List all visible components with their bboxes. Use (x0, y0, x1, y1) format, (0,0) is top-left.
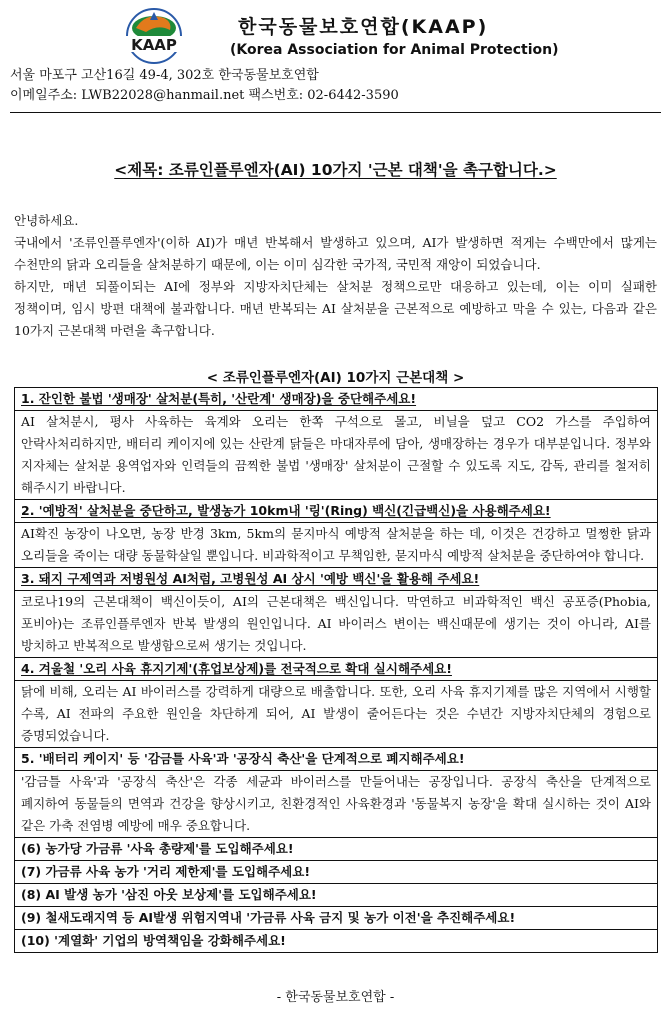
measure-item (15, 884, 657, 907)
measure-item (15, 658, 657, 748)
measure-item (15, 907, 657, 930)
measure-heading: 1. 잔인한 불법 '생매장' 살처분(특히, '산란계' 생매장)을 중단해주세요! (15, 388, 657, 411)
measure-body: '감금틀 사육'과 '공장식 축산'은 각종 세균과 바이러스를 만들어내는 공장입니다. 공장식 축산을 단계적으로 폐지하여 동물들의 면역과 건강을 향상시키고, 친환경적인 사육환경과 '동물복지 농장'을 확대 실시하는 것이 AI와 같은 가축 전염병 예방에 매우 중요합니다. (21, 774, 651, 833)
measure-heading: 3. 돼지 구제역과 저병원성 AI처럼, 고병원성 AI 상시 '예방 백신'을 활용해 주세요! (15, 568, 657, 591)
intro-paragraph: 안녕하세요. (14, 213, 79, 228)
measure-body: 닭에 비해, 오리는 AI 바이러스를 강력하게 대량으로 배출합니다. 또한, 오리 사육 휴지기제를 많은 지역에서 시행할 수록, AI 전파의 주요한 원인을 차단하게 되어, AI 발생이 줄어든다는 것은 수년간 지방자치단체의 경험으로 증명되었습니다. (21, 684, 651, 743)
measures-title: < 조류인플루엔자(AI) 10가지 근본대책 > (206, 370, 465, 386)
measure-item (15, 500, 657, 568)
address-block (10, 66, 399, 106)
org-name-en: (Korea Association for Animal Protection) (230, 42, 559, 58)
measure-heading: (9) 철새도래지역 등 AI발생 위험지역내 '가금류 사육 금지 및 농가 이전'을 추진해주세요! (21, 910, 516, 925)
measure-item (15, 930, 657, 952)
measure-item (15, 568, 657, 658)
measure-heading: (10) '계열화' 기업의 방역책임을 강화해주세요! (21, 933, 286, 948)
address-line: 서울 마포구 고산16길 49-4, 302호 한국동물보호연합 (10, 68, 319, 83)
measure-item (15, 861, 657, 884)
logo-text: KAAP (131, 36, 177, 54)
document-title: <제목: 조류인플루엔자(AI) 10가지 '근본 대책'을 촉구합니다.> (114, 161, 557, 179)
footer-signature: - 한국동물보호연합 - (276, 990, 395, 1005)
measure-heading: 2. '예방적' 살처분을 중단하고, 발생농가 10km내 '링'(Ring) 백신(긴급백신)을 사용해주세요! (15, 500, 657, 523)
intro-paragraph: 하지만, 매년 되풀이되는 AI에 정부와 지방자치단체는 살처분 정책으로만 대응하고 있는데, 이는 이미 실패한 정책이며, 임시 방편 대책에 불과합니다. 매년 반복되는 AI 살처분을 근본적으로 예방하고 막을 수 있는, 다음과 같은 10가지 근본대책 마련을 촉구합니다. (14, 279, 657, 338)
measures-table (14, 387, 658, 953)
header-divider (10, 112, 661, 113)
measure-item (15, 838, 657, 861)
contact-line: 이메일주소: LWB22028@hanmail.net 팩스번호: 02-6442-3590 (10, 88, 399, 103)
letterhead (0, 0, 671, 103)
measure-item (15, 748, 657, 838)
intro-paragraph: 국내에서 '조류인플루엔자'(이하 AI)가 매년 반복해서 발생하고 있으며, AI가 발생하면 적게는 수백만에서 많게는 수천만의 닭과 오리들을 살처분하기 때문에, 이는 이미 심각한 국가적, 국민적 재앙이 되었습니다. (14, 235, 657, 272)
intro-text (14, 210, 657, 342)
measure-heading: (7) 가금류 사육 농가 '거리 제한제'를 도입해주세요! (21, 864, 311, 879)
measure-item (15, 388, 657, 500)
measure-heading: 5. '배터리 케이지' 등 '감금틀 사육'과 '공장식 축산'을 단계적으로 폐지해주세요! (15, 748, 657, 771)
kaap-logo (106, 6, 202, 66)
measure-body: 코로나19의 근본대책이 백신이듯이, AI의 근본대책은 백신입니다. 막연하고 비과학적인 백신 공포증(Phobia, 포비아)는 조류인플루엔자 반복 발생의 원인입니다. AI 바이러스 변이는 백신때문에 생기는 것이 아니라, AI를 방치하고 반복적으로 발생함으로써 생기는 것입니다. (21, 594, 651, 653)
measure-body: AI확진 농장이 나오면, 농장 반경 3km, 5km의 묻지마식 예방적 살처분을 하는 데, 이것은 건강하고 멀쩡한 닭과 오리들을 죽이는 대량 동물학살일 뿐입니다. 비과학적이고 무책임한, 묻지마식 예방적 살처분을 중단하여야 합니다. (21, 526, 651, 563)
org-name-ko: 한국동물보호연합(KAAP) (238, 16, 489, 38)
measure-heading: 4. 겨울철 '오리 사육 휴지기제'(휴업보상제)를 전국적으로 확대 실시해주세요! (15, 658, 657, 681)
measure-heading: (8) AI 발생 농가 '삼진 아웃 보상제'를 도입해주세요! (21, 887, 317, 902)
measure-heading: (6) 농가당 가금류 '사육 총량제'를 도입해주세요! (21, 841, 294, 856)
measure-body: AI 살처분시, 평사 사육하는 육계와 오리는 한쪽 구석으로 몰고, 비닐을 덮고 CO2 가스를 주입하여 안락사처리하지만, 배터리 케이지에 있는 산란계 닭들은 마대자루에 담아, 생매장하는 경우가 대부분입니다. 정부와 지자체는 살처분 용역업자와 인력들의 끔찍한 불법 '생매장' 살처분이 근절할 수 있도록 지도, 감독, 관리를 철저히 해주시기 바랍니다. (21, 414, 651, 495)
